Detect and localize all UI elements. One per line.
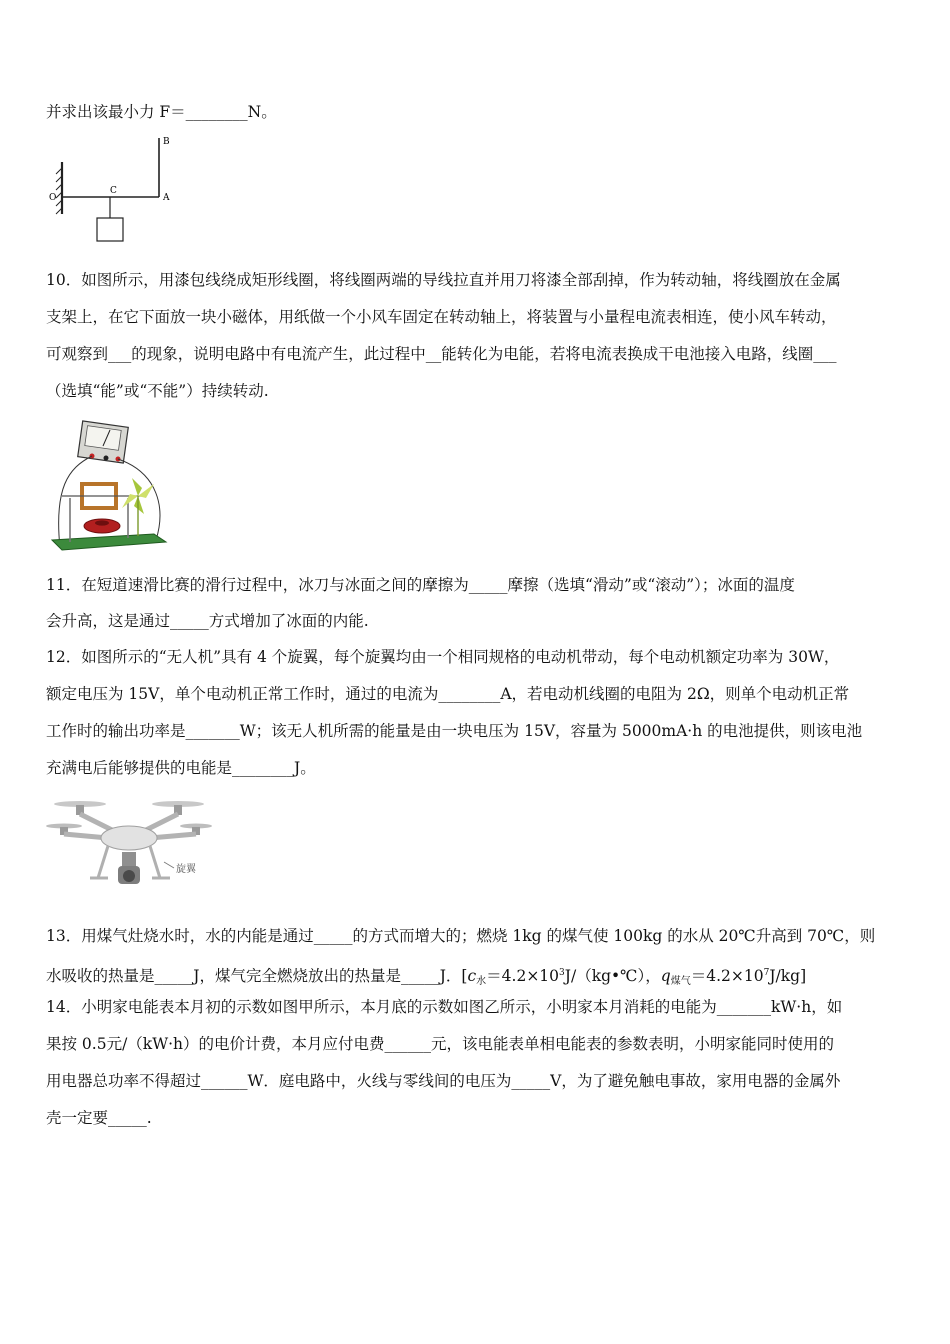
q12-line-2: 额定电压为 15V，单个电动机正常工作时，通过的电流为________A，若电动机线圈的电阻为 2Ω，则单个电动机正常 — [46, 685, 850, 703]
drone-figure — [46, 796, 212, 900]
lever-diagram — [46, 134, 186, 246]
coil-generator-figure — [48, 418, 172, 554]
q10-line-4: （选填“能”或“不能”）持续转动. — [46, 382, 269, 400]
q12-line-3: 工作时的输出功率是_______W；该无人机所需的能量是由一块电压为 15V，容量为 5000mA·h 的电池提供，则该电池 — [46, 722, 863, 740]
water-subscript: 水 — [476, 976, 487, 987]
q-unit: J/kg] — [769, 967, 807, 985]
c-symbol: c — [467, 967, 477, 985]
q14-line-3: 用电器总功率不得超过______W．庭电路中，火线与零线间的电压为_____V，为了避免触电事故，家用电器的金属外 — [46, 1072, 841, 1090]
q14-line-1: 14．小明家电能表本月初的示数如图甲所示，本月底的示数如图乙所示，小明家本月消耗的电能为_______kW·h，如 — [46, 998, 843, 1016]
q10-line-1: 10．如图所示，用漆包线绕成矩形线圈，将线圈两端的导线拉直并用刀将漆全部刮掉，作为转动轴，将线圈放在金属 — [46, 271, 841, 289]
pinwheel-icon — [122, 478, 154, 536]
exp-3: 3 — [559, 968, 565, 978]
rotor-label: 旋翼 — [176, 864, 196, 875]
label-a: A — [163, 193, 170, 203]
q10-line-3: 可观察到___的现象，说明电路中有电流产生，此过程中__能转化为电能，若将电流表换成干电池接入电路，线圈___ — [46, 345, 837, 363]
label-o: O — [49, 193, 57, 203]
exp-7: 7 — [763, 968, 770, 978]
q12-line-1: 12．如图所示的“无人机”具有 4 个旋翼，每个旋翼均由一个相同规格的电动机带动，每个电动机额定功率为 30W， — [46, 648, 840, 666]
q11-line-2: 会升高，这是通过_____方式增加了冰面的内能. — [46, 612, 369, 630]
c-unit: J/（kg•℃）， — [564, 967, 661, 985]
label-b: B — [163, 137, 170, 147]
q-symbol: q — [660, 967, 671, 985]
q13-line-2 — [46, 963, 806, 992]
q13-line-2-text: 水吸收的热量是_____J，煤气完全燃烧放出的热量是_____J．[ — [46, 967, 468, 985]
q12-line-4: 充满电后能够提供的电能是________J。 — [46, 759, 316, 777]
c-value: ＝4.2×10 — [486, 967, 560, 985]
q14-line-2: 果按 0.5元/（kW·h）的电价计费，本月应付电费______元，该电能表单相电能表的参数表明，小明家能同时使用的 — [46, 1035, 835, 1053]
q-value: ＝4.2×10 — [690, 967, 764, 985]
label-c: C — [110, 186, 117, 196]
ammeter-icon — [78, 421, 129, 463]
gas-subscript: 煤气 — [670, 976, 691, 987]
q13-line-1: 13．用煤气灶烧水时，水的内能是通过_____的方式而增大的；燃烧 1kg 的煤气使 100kg 的水从 20℃升高到 70℃，则 — [46, 927, 876, 945]
q9-text: 并求出该最小力 F＝________N。 — [46, 103, 277, 121]
q10-line-2: 支架上，在它下面放一块小磁体，用纸做一个小风车固定在转动轴上，将装置与小量程电流表相连，使小风车转动， — [46, 308, 837, 326]
q11-line-1: 11．在短道速滑比赛的滑行过程中，冰刀与冰面之间的摩擦为_____摩擦（选填“滑动”或“滚动”）；冰面的温度 — [46, 576, 795, 594]
q14-line-4: 壳一定要_____. — [46, 1109, 152, 1127]
